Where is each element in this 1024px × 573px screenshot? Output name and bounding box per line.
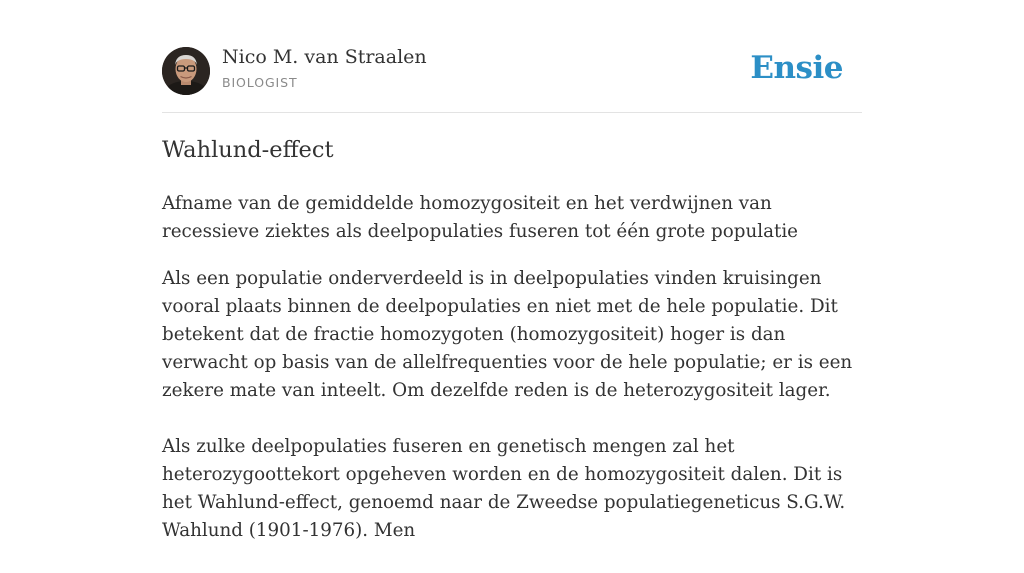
entry-card (162, 0, 862, 541)
entry-summary: Afname van de gemiddelde homozygositeit en het verdwijnen van recessieve ziektes als deelpopulaties fuseren tot één grote populatie (162, 193, 798, 242)
author-role: BIOLOGIST (222, 75, 298, 90)
author-name[interactable]: Nico M. van Straalen (222, 46, 427, 68)
author-avatar[interactable] (162, 47, 210, 95)
brand-logo[interactable]: Ensie (750, 50, 843, 86)
entry-header (162, 0, 862, 113)
entry-body (162, 265, 862, 573)
body-paragraph: Als een populatie onderverdeeld is in deelpopulaties vinden kruisingen vooral plaats binnen de deelpopulaties en niet met de hele populatie. Dit betekent dat de fractie homozygoten (homozygositeit) hoger is dan verwacht op basis van de allelfrequenties voor de hele populatie; er is een zekere mate van inteelt. Om dezelfde reden is de heterozygositeit lager. (162, 268, 853, 401)
author-photo (162, 47, 210, 95)
entry-title: Wahlund-effect (162, 137, 334, 163)
body-paragraph: Als zulke deelpopulaties fuseren en genetisch mengen zal het heterozygoottekort opgeheven worden en de homozygositeit dalen. Dit is het Wahlund-effect, genoemd naar de Zweedse populatiegeneticus S.G.W. Wahlund (1901-1976). Men (162, 436, 846, 541)
